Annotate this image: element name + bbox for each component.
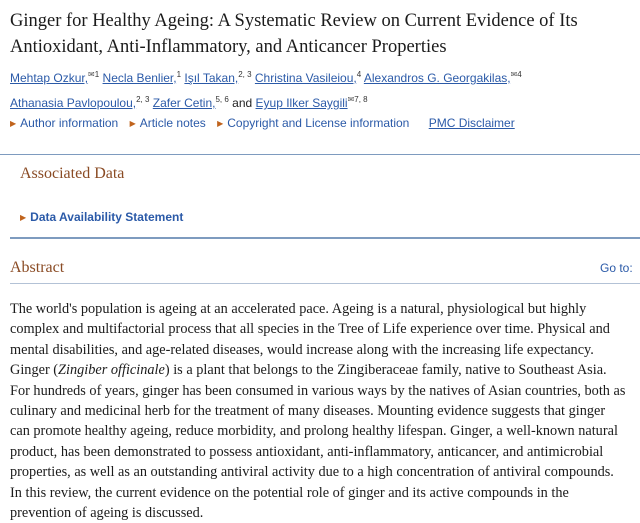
affiliation-superscript[interactable]: 2, 3 xyxy=(136,95,150,104)
data-availability-toggle[interactable]: ▶ Data Availability Statement xyxy=(20,210,184,224)
abstract-line: culinary and medicinal herb for the treatment of many diseases. Mounting evidence suggests that ginger xyxy=(10,403,606,420)
triangle-right-icon: ▶ xyxy=(129,119,136,128)
abstract-line: Ginger (Zingiber officinale) is a plant that belongs to the Zingiberaceae family, native to Southeast Asia. xyxy=(10,362,607,379)
author-link[interactable]: Athanasia Pavlopoulou, xyxy=(10,96,137,110)
section-divider xyxy=(10,237,640,239)
author-link[interactable]: Christina Vasileiou, xyxy=(254,71,357,85)
affiliation-superscript[interactable]: 7, 8 xyxy=(354,95,368,104)
email-icon[interactable]: ✉ xyxy=(510,70,518,79)
section-divider xyxy=(0,154,640,155)
author-link[interactable]: Eyup Ilker Saygili xyxy=(255,96,348,110)
abstract-line: The world's population is ageing at an accelerated pace. Ageing is a natural, physiological but highly xyxy=(10,301,587,317)
affiliation-superscript[interactable]: 1 xyxy=(94,70,100,79)
email-icon[interactable]: ✉ xyxy=(347,95,355,104)
abstract-divider xyxy=(10,283,640,284)
abstract-line: For hundreds of years, ginger has been consumed in various ways by the natives of Asian countries, both as xyxy=(10,382,626,399)
associated-data-heading: Associated Data xyxy=(20,165,125,182)
abstract-text xyxy=(10,299,640,523)
copyright-toggle[interactable]: ▶ Copyright and License information xyxy=(217,116,410,130)
affiliation-superscript[interactable]: 1 xyxy=(176,70,182,79)
affiliation-superscript[interactable]: 4 xyxy=(356,70,362,79)
abstract-line: properties, as well as an outstanding antiviral activity due to a high concentration of antiviral compounds. xyxy=(10,464,614,481)
triangle-right-icon: ▶ xyxy=(10,119,17,128)
abstract-heading: Abstract xyxy=(10,259,65,276)
goto-menu[interactable]: Go to: xyxy=(600,261,633,275)
triangle-right-icon: ▶ xyxy=(20,213,27,222)
triangle-right-icon: ▶ xyxy=(217,119,224,128)
email-icon[interactable]: ✉ xyxy=(88,70,95,79)
author-link[interactable]: Necla Benlier, xyxy=(102,71,177,85)
affiliation-superscript[interactable]: 2, 3 xyxy=(238,70,252,79)
author-link[interactable]: Alexandros G. Georgakilas, xyxy=(363,71,511,85)
affiliation-superscript[interactable]: 5, 6 xyxy=(215,95,229,104)
article-info-links xyxy=(10,116,638,130)
author-information-toggle[interactable]: ▶ Author information xyxy=(10,116,119,130)
author-link[interactable]: Zafer Cetin, xyxy=(152,96,216,110)
abstract-line: mental disabilities, and age-related diseases, would increase along with the increasing life expectancy. xyxy=(10,341,594,358)
pmc-disclaimer-link[interactable]: PMC Disclaimer xyxy=(428,116,515,130)
abstract-line: In this review, the current evidence on the potential role of ginger and its active compounds in the xyxy=(10,484,569,501)
authors-and: and xyxy=(232,96,256,110)
abstract-line: can promote healthy ageing, reduce morbidity, and prolong healthy lifespan. Ginger, a well-known natural xyxy=(10,423,618,440)
article-title: Ginger for Healthy Ageing: A Systematic Review on Current Evidence of Its Antioxidant, Anti-Inflammatory, and Anticancer Properties xyxy=(10,11,578,57)
affiliation-superscript[interactable]: 4 xyxy=(517,70,522,79)
abstract-line: prevention of ageing is discussed. xyxy=(10,505,204,522)
author-link[interactable]: Mehtap Ozkur, xyxy=(10,71,89,85)
article-notes-toggle[interactable]: ▶ Article notes xyxy=(129,116,206,130)
author-link[interactable]: Işıl Takan, xyxy=(184,71,239,85)
author-list xyxy=(10,64,638,114)
abstract-line: complex and multifactorial process that all species in the Tree of Life experience over time. Physical and xyxy=(10,321,610,338)
abstract-line: product, has been demonstrated to possess antioxidant, anti-inflammatory, anticancer, and antimicrobial xyxy=(10,443,604,460)
